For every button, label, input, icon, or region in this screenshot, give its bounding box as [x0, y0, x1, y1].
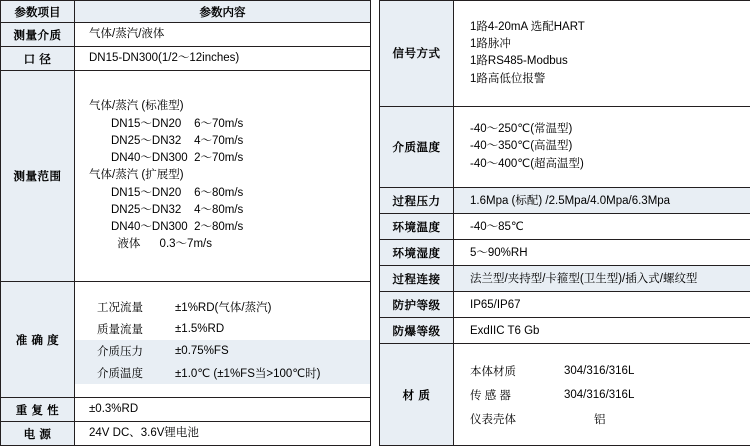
medium-temp-line: -40～400℃(超高温型) [470, 157, 584, 170]
range-line: DN15～DN20 6～70m/s [111, 117, 244, 130]
table-row [1, 282, 371, 398]
table-row [1, 47, 371, 71]
accuracy-row [75, 362, 370, 384]
row-value-ambient-temp: -40～85℃ [454, 214, 750, 240]
table-row [1, 23, 371, 47]
row-label-range: 测量范围 [1, 71, 75, 282]
material-row [454, 407, 750, 431]
row-value-medium-temp [454, 106, 750, 188]
row-label-ambient-humidity: 环境湿度 [380, 240, 454, 266]
signal-line: 1路4-20mA 选配HART [470, 20, 585, 33]
material-value: 304/316/316L [564, 388, 635, 401]
row-value-material [454, 344, 750, 446]
row-label-repeatability: 重 复 性 [1, 398, 75, 422]
medium-temp-line: -40～250℃(常温型) [470, 123, 573, 136]
row-label-process-pressure: 过程压力 [380, 188, 454, 214]
row-value-explosion-grade: ExdIIC T6 Gb [454, 318, 750, 344]
table-row [380, 266, 750, 292]
table-row [380, 188, 750, 214]
signal-line: 1路脉冲 [470, 38, 511, 51]
accuracy-row [75, 340, 370, 362]
row-label-medium-temp: 介质温度 [380, 106, 454, 188]
accuracy-value: ±0.75%FS [175, 340, 370, 362]
table-row [380, 240, 750, 266]
table-row [380, 318, 750, 344]
table-row [380, 106, 750, 188]
row-value-process-pressure: 1.6Mpa (标配) /2.5Mpa/4.0Mpa/6.3Mpa [454, 188, 750, 214]
accuracy-name: 介质温度 [75, 362, 175, 384]
material-name: 仪表壳体 [470, 413, 516, 426]
row-label-material: 材 质 [380, 344, 454, 446]
material-name: 本体材质 [470, 365, 516, 378]
table-row [380, 292, 750, 318]
range-line: 气体/蒸汽 (标准型) [89, 100, 184, 113]
range-line: DN15～DN20 6～80m/s [111, 186, 244, 199]
accuracy-name: 质量流量 [97, 323, 143, 336]
accuracy-value: ±1%RD(气体/蒸汽) [175, 301, 272, 314]
table-row [1, 1, 371, 23]
table-row [1, 398, 371, 422]
row-label-power: 电 源 [1, 422, 75, 446]
row-value-power: 24V DC、3.6V锂电池 [75, 422, 371, 446]
row-label-protection-grade: 防护等级 [380, 292, 454, 318]
range-line: DN40～DN300 2～70m/s [111, 152, 244, 165]
row-value-diameter: DN15-DN300(1/2～12inches) [75, 47, 371, 71]
row-label-explosion-grade: 防爆等级 [380, 318, 454, 344]
material-row [454, 359, 750, 383]
row-label-diameter: 口 径 [1, 47, 75, 71]
row-value-ambient-humidity: 5～90%RH [454, 240, 750, 266]
left-spec-table [0, 0, 371, 446]
table-row [1, 422, 371, 446]
material-row [454, 383, 750, 407]
medium-temp-line: -40～350℃(高温型) [470, 140, 573, 153]
range-line: 液体 0.3～7m/s [111, 238, 212, 251]
row-value-process-connection: 法兰型/夹持型/卡箍型(卫生型)/插入式/螺纹型 [454, 266, 750, 292]
accuracy-name: 工况流量 [97, 301, 143, 314]
range-line: DN25～DN32 4～70m/s [111, 134, 244, 147]
accuracy-name: 介质压力 [75, 340, 175, 362]
row-label-signal: 信号方式 [380, 1, 454, 107]
table-row [1, 71, 371, 282]
row-label-medium: 测量介质 [1, 23, 75, 47]
range-line: DN25～DN32 4～80m/s [111, 203, 244, 216]
row-value-signal [454, 1, 750, 107]
row-value-repeatability: ±0.3%RD [75, 398, 371, 422]
row-label-process-connection: 过程连接 [380, 266, 454, 292]
header-cell-parameter: 参数项目 [1, 1, 75, 23]
signal-line: 1路高低位报警 [470, 72, 546, 85]
range-line: 气体/蒸汽 (扩展型) [89, 169, 184, 182]
material-name: 传 感 器 [470, 389, 511, 402]
row-value-range [75, 71, 371, 282]
table-row [380, 1, 750, 107]
row-label-accuracy: 准 确 度 [1, 282, 75, 398]
row-value-accuracy [75, 282, 371, 398]
accuracy-row [75, 318, 370, 340]
row-value-medium: 气体/蒸汽/液体 [75, 23, 371, 47]
range-line: DN40～DN300 2～80m/s [111, 221, 244, 234]
accuracy-row [75, 296, 370, 318]
signal-line: 1路RS485-Modbus [470, 55, 568, 68]
row-value-protection-grade: IP65/IP67 [454, 292, 750, 318]
header-cell-content: 参数内容 [75, 1, 371, 23]
right-spec-table [379, 0, 750, 446]
table-row [380, 344, 750, 446]
material-value: 304/316/316L [564, 364, 635, 377]
accuracy-value: ±1.5%RD [175, 322, 225, 335]
table-row [380, 214, 750, 240]
accuracy-value: ±1.0℃ (±1%FS当>100℃时) [175, 362, 370, 384]
row-label-ambient-temp: 环境温度 [380, 214, 454, 240]
material-value: 铝 [594, 413, 606, 426]
